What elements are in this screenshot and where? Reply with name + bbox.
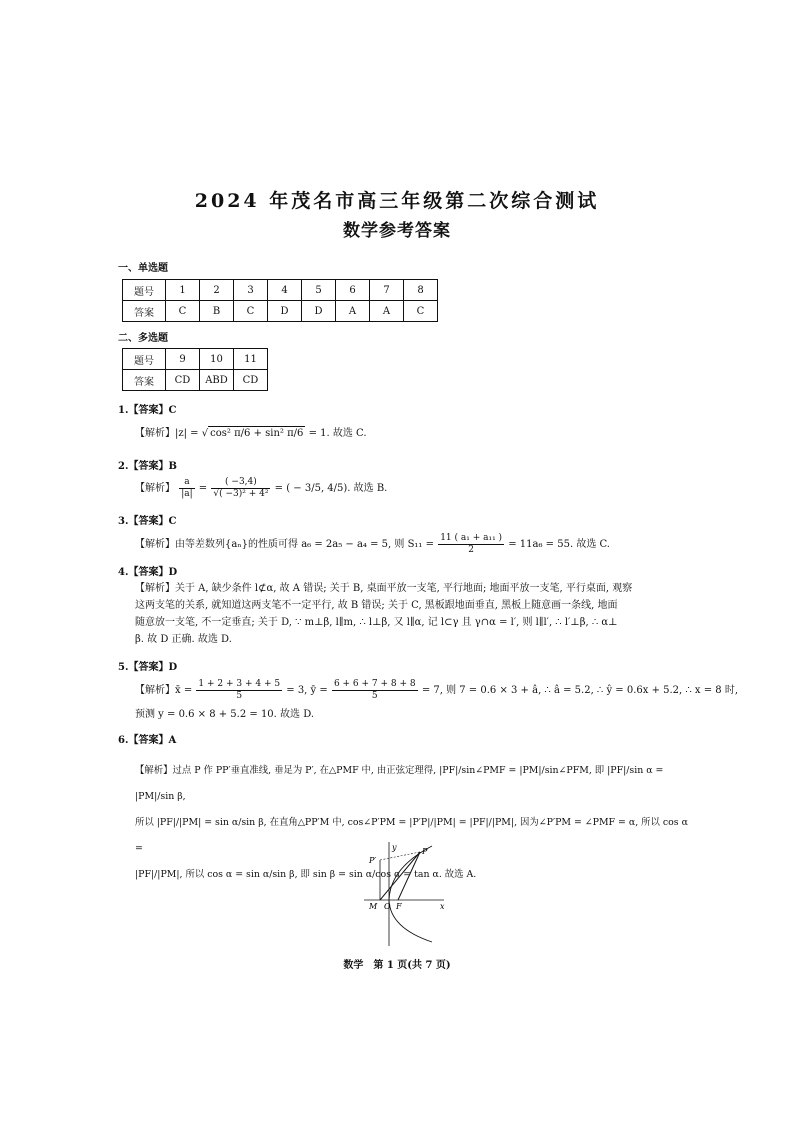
table-cell: A — [336, 301, 370, 322]
q2-prefix: 【解析】 — [135, 483, 175, 494]
q5-frac-x: $\frac{1 + 2 + 3 + 4 + 5}{5}$ — [198, 679, 281, 701]
q4-line: 这两支笔的关系, 就知道这两支笔不一定平行, 故 B 错误; 关于 C, 黑板跟地面垂直, 黑板上随意画一条线, 地面 — [135, 600, 618, 611]
table-cell: 3 — [234, 280, 268, 301]
q1-analysis: 【解析】|z| = √ cos² π/6 + sin² π/6 = 1. 故选 C. — [135, 428, 367, 439]
table-row — [123, 301, 438, 322]
table-cell: C — [404, 301, 438, 322]
q4-line: β. 故 D 正确. 故选 D. — [135, 634, 232, 645]
q5-answer: 5.【答案】D — [118, 662, 178, 673]
q1-radicand: cos² π/6 + sin² π/6 — [210, 428, 304, 439]
table-cell: B — [200, 301, 234, 322]
table-cell: 10 — [200, 349, 234, 370]
table-cell: CD — [234, 370, 268, 391]
q4-analysis — [135, 580, 680, 648]
q2-analysis: 【解析】 $\frac{a}{|a|}$ = $\frac{( -3,4)}{\text{√( −3)² + 4²}}$ = ( − 3/5, 4/5). 故选 B. — [135, 477, 388, 499]
q6-answer: 6.【答案】A — [118, 735, 177, 746]
table-cell: 9 — [166, 349, 200, 370]
label-p: P — [422, 847, 428, 856]
row-label: 答案 — [123, 301, 166, 322]
table-cell: D — [268, 301, 302, 322]
q2-frac-mid: $\frac{( -3,4)}{\text{√( −3)² + 4²}}$ — [213, 477, 269, 499]
pm-line — [380, 852, 420, 900]
q3-text-a: 【解析】由等差数列{aₙ}的性质可得 a₆ = 2a₅ − a₄ = 5, 则 S₁₁ = — [135, 539, 434, 550]
table-cell: 2 — [200, 280, 234, 301]
q4-line: 随意放一支笔, 不一定垂直; 关于 D, ∵ m⊥β, l∥m, ∴ l⊥β, 又 l∥α, 记 l⊂γ 且 γ∩α = l′, 则 l∥l′, ∴ l′⊥β, ∴ α⊥ — [135, 617, 618, 628]
row-label: 题号 — [123, 280, 166, 301]
table-row — [123, 280, 438, 301]
page-title: 2024 年茂名市高三年级第二次综合测试 — [194, 190, 600, 212]
q5-text-c: = 7, 则 7 = 0.6 × 3 + â, ∴ â = 5.2, ∴ ŷ = 0.6x + 5.2, ∴ x = 8 时, — [421, 685, 739, 696]
q1-answer: 1.【答案】C — [118, 405, 177, 416]
table-cell: 6 — [336, 280, 370, 301]
table-row — [123, 349, 268, 370]
table-cell: 8 — [404, 280, 438, 301]
table-cell: 7 — [370, 280, 404, 301]
q4-line: 【解析】关于 A, 缺少条件 l⊄α, 故 A 错误; 关于 B, 桌面平放一支笔, 平行地面; 地面平放一支笔, 平行桌面, 观察 — [135, 583, 633, 594]
label-m: M — [369, 902, 378, 911]
page-subtitle: 数学参考答案 — [343, 221, 451, 241]
parabola-figure — [360, 838, 450, 948]
label-o: O — [384, 902, 391, 911]
single-choice-table — [122, 279, 438, 322]
pf-line — [398, 852, 420, 900]
q5-analysis — [135, 679, 738, 702]
row-label: 题号 — [123, 349, 166, 370]
label-x: x — [440, 902, 445, 911]
table-cell: 4 — [268, 280, 302, 301]
q1-result: = 1. 故选 C. — [308, 428, 367, 439]
table-cell: A — [370, 301, 404, 322]
q5-text-b: = 3, ȳ = — [286, 685, 328, 696]
q3-analysis — [135, 533, 610, 556]
label-f: F — [396, 902, 402, 911]
q6-line: 所以 |PF|/|PM| = sin α/sin β, 在直角△PP′M 中, cos∠P′PM = |P′P|/|PM| = |PF|/|PM|, 因为∠P′PM = ∠PMF = α, 所以 cos α = — [135, 817, 688, 854]
q5-line2: 预测 y = 0.6 × 8 + 5.2 = 10. 故选 D. — [135, 709, 315, 720]
q6-line: 【解析】过点 P 作 PP′垂直准线, 垂足为 P′, 在△PMF 中, 由正弦定理得, |PF|/sin∠PMF = |PM|/sin∠PFM, 即 |PF|/sin α = |PM|/sin β, — [135, 765, 664, 802]
single-choice-heading: 一、单选题 — [118, 263, 168, 274]
q5-frac-y: $\frac{6 + 6 + 7 + 8 + 8}{5}$ — [333, 679, 416, 701]
table-row — [123, 370, 268, 391]
table-cell: D — [302, 301, 336, 322]
table-cell: 11 — [234, 349, 268, 370]
q1-prefix: 【解析】|z| = — [135, 428, 199, 439]
table-cell: 1 — [166, 280, 200, 301]
label-y: y — [392, 843, 397, 852]
table-cell: 5 — [302, 280, 336, 301]
q2-result: = ( − 3/5, 4/5). 故选 B. — [274, 483, 388, 494]
multi-choice-table — [122, 348, 268, 391]
parabola-curve — [389, 846, 432, 942]
table-cell: ABD — [200, 370, 234, 391]
multi-choice-heading: 二、多选题 — [118, 333, 168, 344]
q3-answer: 3.【答案】C — [118, 516, 177, 527]
table-cell: CD — [166, 370, 200, 391]
q3-text-b: = 11a₆ = 55. 故选 C. — [508, 539, 610, 550]
q2-answer: 2.【答案】B — [118, 461, 177, 472]
q6-line: |PF|/|PM|, 所以 cos α = sin α/sin β, 即 sin β = sin α/cos α = tan α. 故选 A. — [135, 869, 477, 880]
table-cell: C — [166, 301, 200, 322]
q4-answer: 4.【答案】D — [118, 567, 178, 578]
row-label: 答案 — [123, 370, 166, 391]
q3-frac: $\frac{\text{11 ( a₁ + a₁₁ )}}{2}$ — [440, 533, 503, 555]
page-footer: 数学 第 1 页(共 7 页) — [343, 960, 451, 971]
q2-frac-lhs: $\frac{a}{|a|}$ — [181, 477, 193, 499]
label-p-prime: P′ — [369, 856, 377, 865]
q5-text-a: 【解析】x̄ = — [135, 685, 193, 696]
table-cell: C — [234, 301, 268, 322]
